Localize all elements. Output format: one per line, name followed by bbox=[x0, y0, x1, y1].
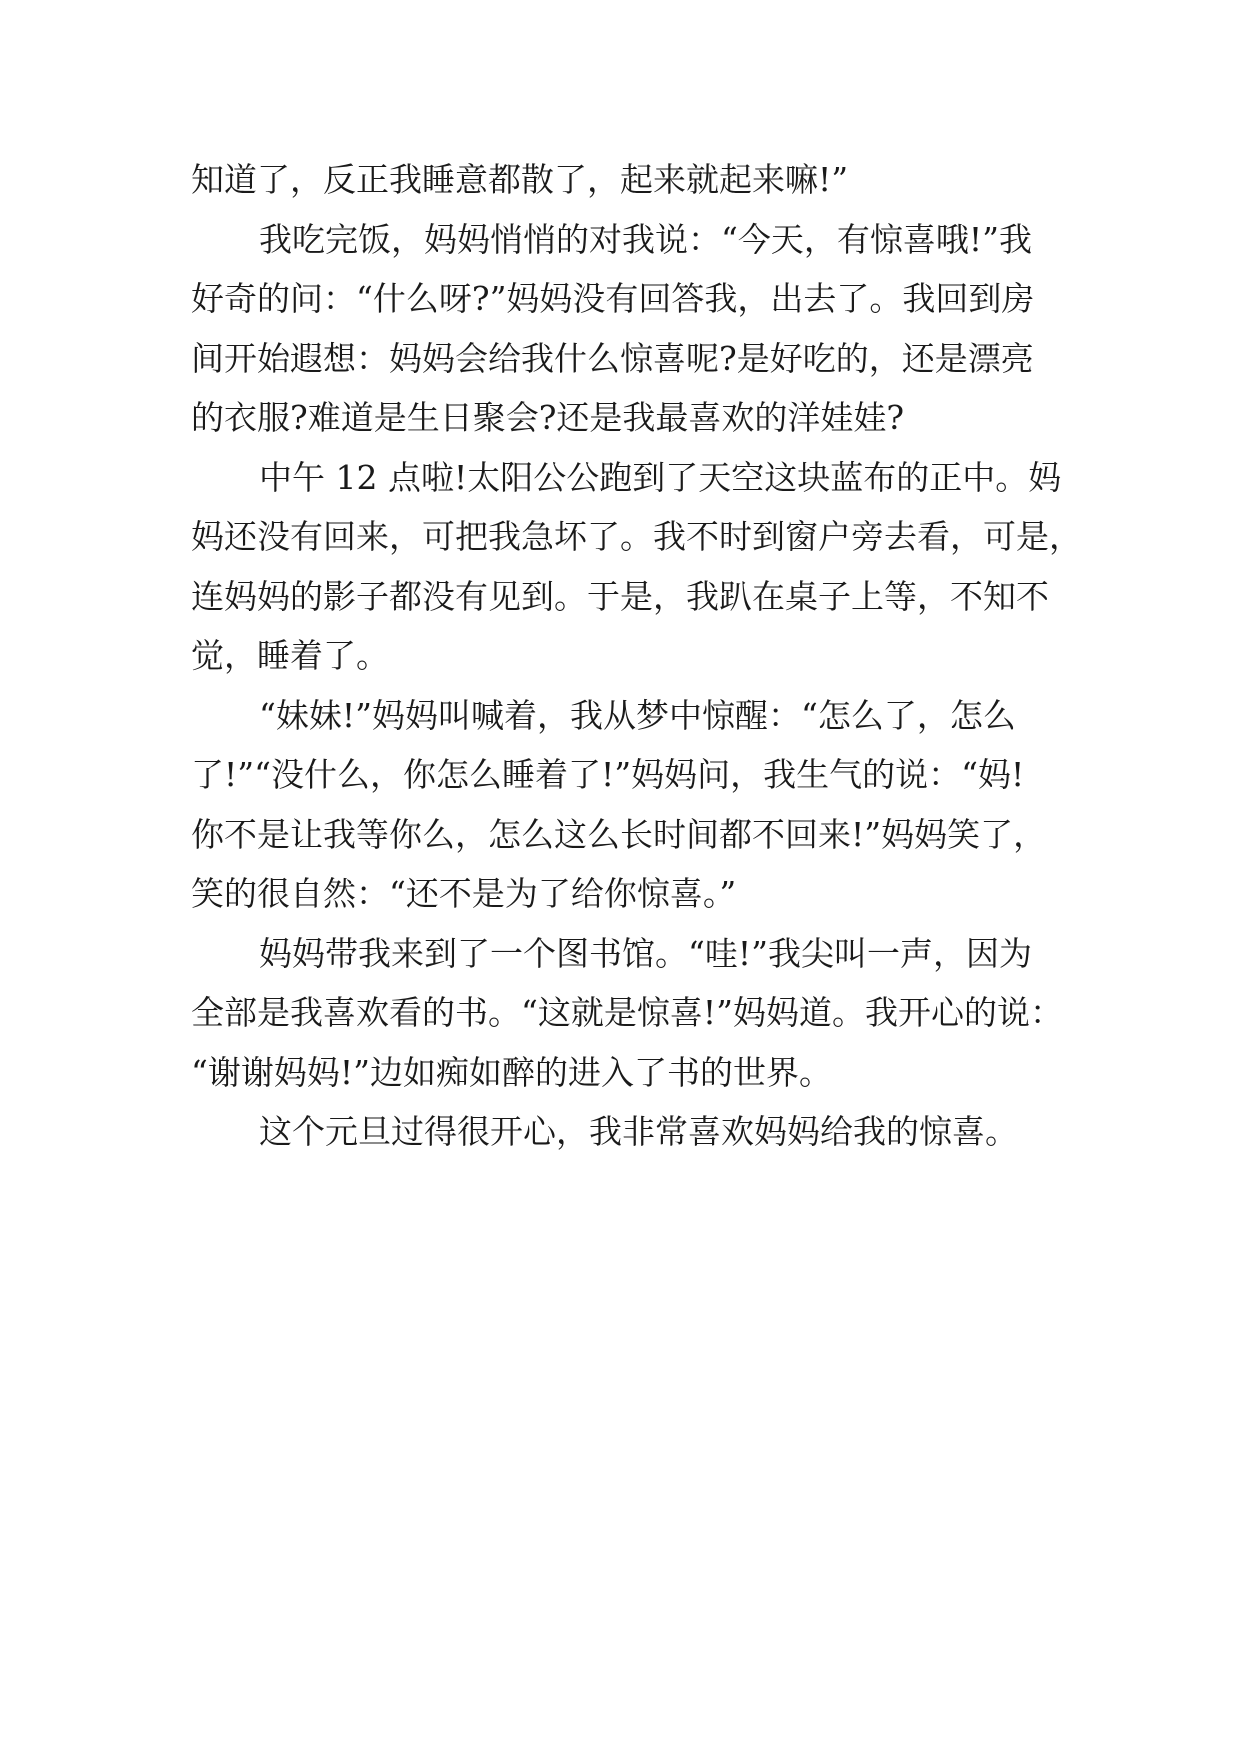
paragraph-start-line: 我吃完饭，妈妈悄悄的对我说：“今天，有惊喜哦!”我 bbox=[259, 219, 1033, 259]
text-line: 全部是我喜欢看的书。“这就是惊喜!”妈妈道。我开心的说： bbox=[191, 993, 1064, 1032]
text-line: 间开始遐想：妈妈会给我什么惊喜呢?是好吃的，还是漂亮 bbox=[191, 338, 1034, 378]
paragraph-start-line: 中午 12 点啦!太阳公公跑到了天空这块蓝布的正中。妈 bbox=[259, 457, 1062, 497]
text-line: 了!”“没什么，你怎么睡着了!”妈妈问，我生气的说：“妈! bbox=[191, 755, 1025, 794]
paragraph-start-line: 这个元旦过得很开心，我非常喜欢妈妈给我的惊喜。 bbox=[259, 1112, 1018, 1151]
text-line: 知道了，反正我睡意都散了，起来就起来嘛!” bbox=[191, 160, 849, 199]
text-line: 笑的很自然：“还不是为了给你惊喜。” bbox=[191, 874, 737, 913]
paragraph-start-line: 妈妈带我来到了一个图书馆。“哇!”我尖叫一声，因为 bbox=[259, 933, 1033, 973]
text-line: 觉，睡着了。 bbox=[191, 636, 389, 675]
text-line: 你不是让我等你么，怎么这么长时间都不回来!”妈妈笑了， bbox=[191, 814, 1047, 854]
text-line: “谢谢妈妈!”边如痴如醉的进入了书的世界。 bbox=[191, 1052, 833, 1092]
text-line: 好奇的问：“什么呀?”妈妈没有回答我，出去了。我回到房 bbox=[191, 279, 1035, 318]
body-text bbox=[191, 150, 1082, 1162]
text-line: 的衣服?难道是生日聚会?还是我最喜欢的洋娃娃? bbox=[191, 398, 905, 437]
text-line: 妈还没有回来，可把我急坏了。我不时到窗户旁去看，可是， bbox=[191, 517, 1082, 556]
paragraph-start-line: “妹妹!”妈妈叫喊着，我从梦中惊醒：“怎么了，怎么 bbox=[259, 695, 1016, 735]
text-line: 连妈妈的影子都没有见到。于是，我趴在桌子上等，不知不 bbox=[191, 576, 1049, 616]
